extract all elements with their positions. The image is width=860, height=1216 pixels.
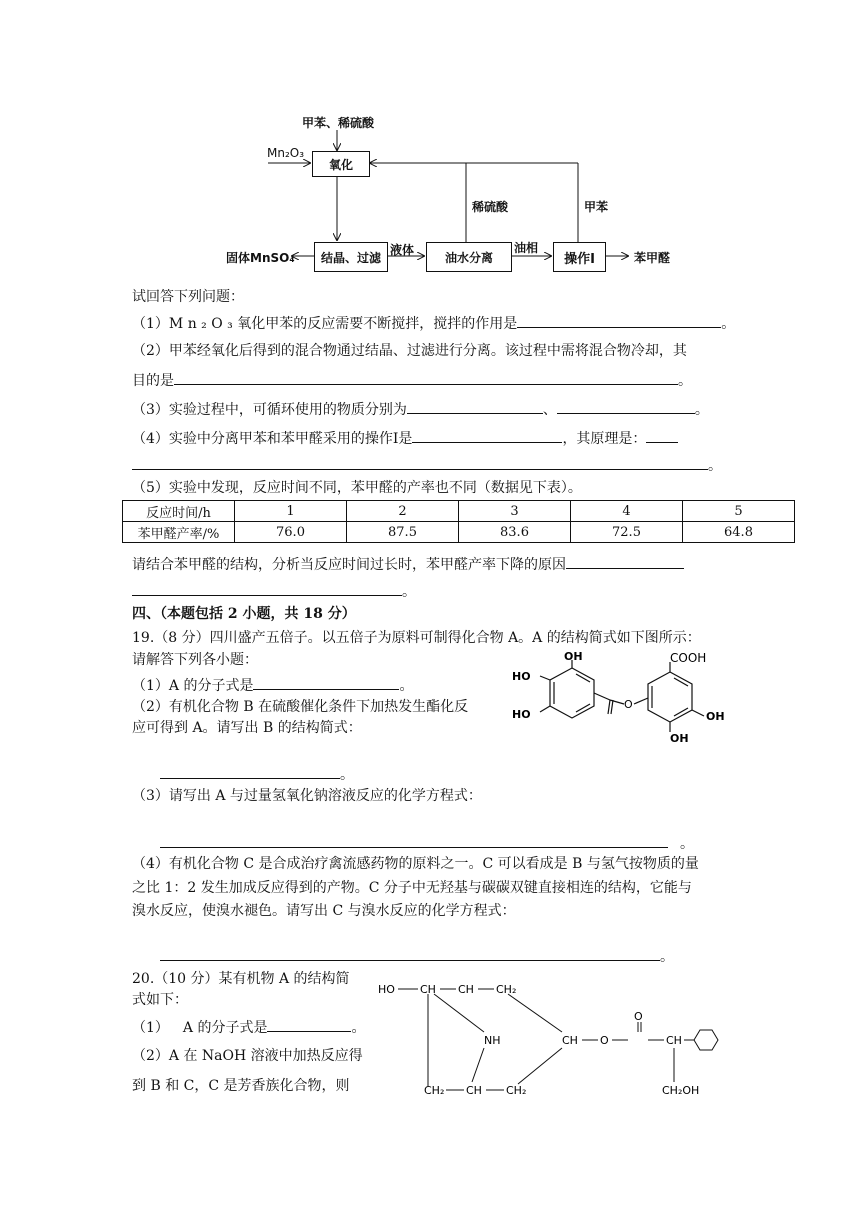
struct-label: CH₂ <box>496 983 517 996</box>
q19-part4-answer: 。 <box>160 945 674 967</box>
q18-part6: 请结合苯甲醛的结构，分析当反应时间过长时，苯甲醛产率下降的原因 <box>132 553 684 575</box>
q18-part4: （4）实验中分离甲苯和苯甲醛采用的操作Ⅰ是 ，其原理是： <box>132 427 678 449</box>
q18-part1: （1）M n ₂ O ₃ 氧化甲苯的反应需要不断搅拌，搅拌的作用是 。 <box>132 312 735 334</box>
compound-20-structure <box>372 972 722 1102</box>
flow-box-separate: 油水分离 <box>426 242 512 272</box>
flow-box-oxidation: 氧化 <box>312 151 370 177</box>
table-cell: 76.0 <box>235 522 347 543</box>
answer-blank[interactable] <box>160 945 660 961</box>
q19-title: 19.（8 分）四川盛产五倍子。以五倍子为原料可制得化合物 A。A 的结构简式如下图所示： <box>132 630 701 646</box>
flow-product: 苯甲醛 <box>634 251 671 265</box>
q20-line2: 式如下： <box>132 992 188 1008</box>
flow-recycle-toluene: 甲苯 <box>584 200 609 214</box>
q19-part4c: 溴水反应，使溴水褪色。请写出 C 与溴水反应的化学方程式： <box>132 903 516 919</box>
q18-part6b: 。 <box>132 580 416 602</box>
struct-label: OH <box>670 732 689 745</box>
struct-label: CH₂ <box>506 1084 527 1097</box>
struct-label: NH <box>484 1034 501 1047</box>
q18-part2b: 目的是 。 <box>132 369 692 391</box>
table-cell: 3 <box>459 501 571 522</box>
q19-part4b: 之比 1：2 发生加成反应得到的产物。C 分子中无羟基与碳碳双键直接相连的结构，它能与 <box>132 880 692 896</box>
struct-label: OH <box>564 650 583 663</box>
table-row <box>123 501 795 522</box>
q19-part2-answer: 。 <box>160 763 354 785</box>
flow-box-crystal: 结晶、过滤 <box>314 242 388 272</box>
struct-label: HO <box>378 983 395 996</box>
table-cell: 1 <box>235 501 347 522</box>
q19-part3: （3）请写出 A 与过量氢氧化钠溶液反应的化学方程式： <box>132 788 482 804</box>
table-cell: 4 <box>571 501 683 522</box>
flow-reagent: Mn₂O₃ <box>267 146 305 160</box>
flow-oil: 油相 <box>514 241 539 255</box>
q19-part3-answer: 。 <box>160 832 694 854</box>
answer-blank[interactable] <box>517 312 721 328</box>
answer-blank[interactable] <box>566 553 684 569</box>
q19-part2: （2）有机化合物 B 在硫酸催化条件下加热发生酯化反 <box>132 699 469 715</box>
q19-part4a: （4）有机化合物 C 是合成治疗禽流感药物的原料之一。C 可以看成是 B 与氢气按物质的量 <box>132 856 699 872</box>
answer-blank[interactable] <box>407 398 543 414</box>
struct-label: CH₂ <box>424 1084 445 1097</box>
table-cell: 72.5 <box>571 522 683 543</box>
q19-part2b: 应可得到 A。请写出 B 的结构简式： <box>132 720 362 736</box>
answer-blank[interactable] <box>160 832 668 848</box>
struct-label: CH <box>466 1084 482 1097</box>
flow-box-op: 操作Ⅰ <box>553 242 606 272</box>
table-cell: 5 <box>683 501 795 522</box>
struct-label: O <box>624 698 633 711</box>
table-cell: 64.8 <box>683 522 795 543</box>
answer-blank[interactable] <box>253 674 399 690</box>
struct-label: CH <box>666 1034 682 1047</box>
flow-recycle-acid: 稀硫酸 <box>472 200 509 214</box>
q18-part5: （5）实验中发现，反应时间不同，苯甲醛的产率也不同（数据见下表）。 <box>132 480 582 496</box>
table-cell: 2 <box>347 501 459 522</box>
struct-label: HO <box>512 708 531 721</box>
q20-part2: （2）A 在 NaOH 溶液中加热反应得 <box>132 1048 363 1064</box>
q20-title: 20.（10 分）某有机物 A 的结构简 <box>132 971 350 987</box>
struct-label: OH <box>706 710 725 723</box>
table-row-head: 苯甲醛产率/% <box>123 522 235 543</box>
struct-label: O <box>634 1010 643 1023</box>
flow-arrows <box>0 0 860 280</box>
struct-label: CH <box>458 983 474 996</box>
compound-a-structure <box>500 648 740 748</box>
table-cell: 87.5 <box>347 522 459 543</box>
struct-label: O <box>600 1034 609 1047</box>
section-heading: 四、（本题包括 2 小题，共 18 分） <box>132 606 356 622</box>
q20-part2b: 到 B 和 C，C 是芳香族化合物，则 <box>132 1078 350 1094</box>
answer-blank[interactable] <box>174 369 678 385</box>
struct-label: COOH <box>670 651 707 665</box>
flow-solid: 固体MnSO₄ <box>226 251 295 265</box>
answer-blank[interactable] <box>160 763 340 779</box>
q18-intro: 试回答下列问题： <box>132 289 244 305</box>
answer-blank[interactable] <box>132 580 402 596</box>
q18-part3: （3）实验过程中，可循环使用的物质分别为 、 。 <box>132 398 709 420</box>
struct-label: CH <box>420 983 436 996</box>
yield-table <box>122 500 795 543</box>
q18-part2a: （2）甲苯经氧化后得到的混合物通过结晶、过滤进行分离。该过程中需将混合物冷却，其 <box>132 343 687 359</box>
struct-label: CH <box>562 1034 578 1047</box>
answer-blank[interactable] <box>412 427 562 443</box>
answer-blank[interactable] <box>557 398 695 414</box>
struct-label: CH₂OH <box>662 1084 700 1097</box>
answer-blank[interactable] <box>267 1016 351 1032</box>
q19-line2: 请解答下列各小题： <box>132 652 258 668</box>
q19-part1: （1）A 的分子式是 。 <box>132 674 413 696</box>
table-row-head: 反应时间/h <box>123 501 235 522</box>
table-cell: 83.6 <box>459 522 571 543</box>
struct-label: HO <box>512 670 531 683</box>
q20-part1: （1） A 的分子式是 。 <box>132 1016 365 1038</box>
flow-liquid: 液体 <box>390 243 415 257</box>
flow-inputs: 甲苯、稀硫酸 <box>302 116 375 130</box>
answer-blank[interactable] <box>132 454 708 470</box>
q18-part4b: 。 <box>132 454 722 476</box>
table-row <box>123 522 795 543</box>
answer-blank[interactable] <box>646 427 678 443</box>
